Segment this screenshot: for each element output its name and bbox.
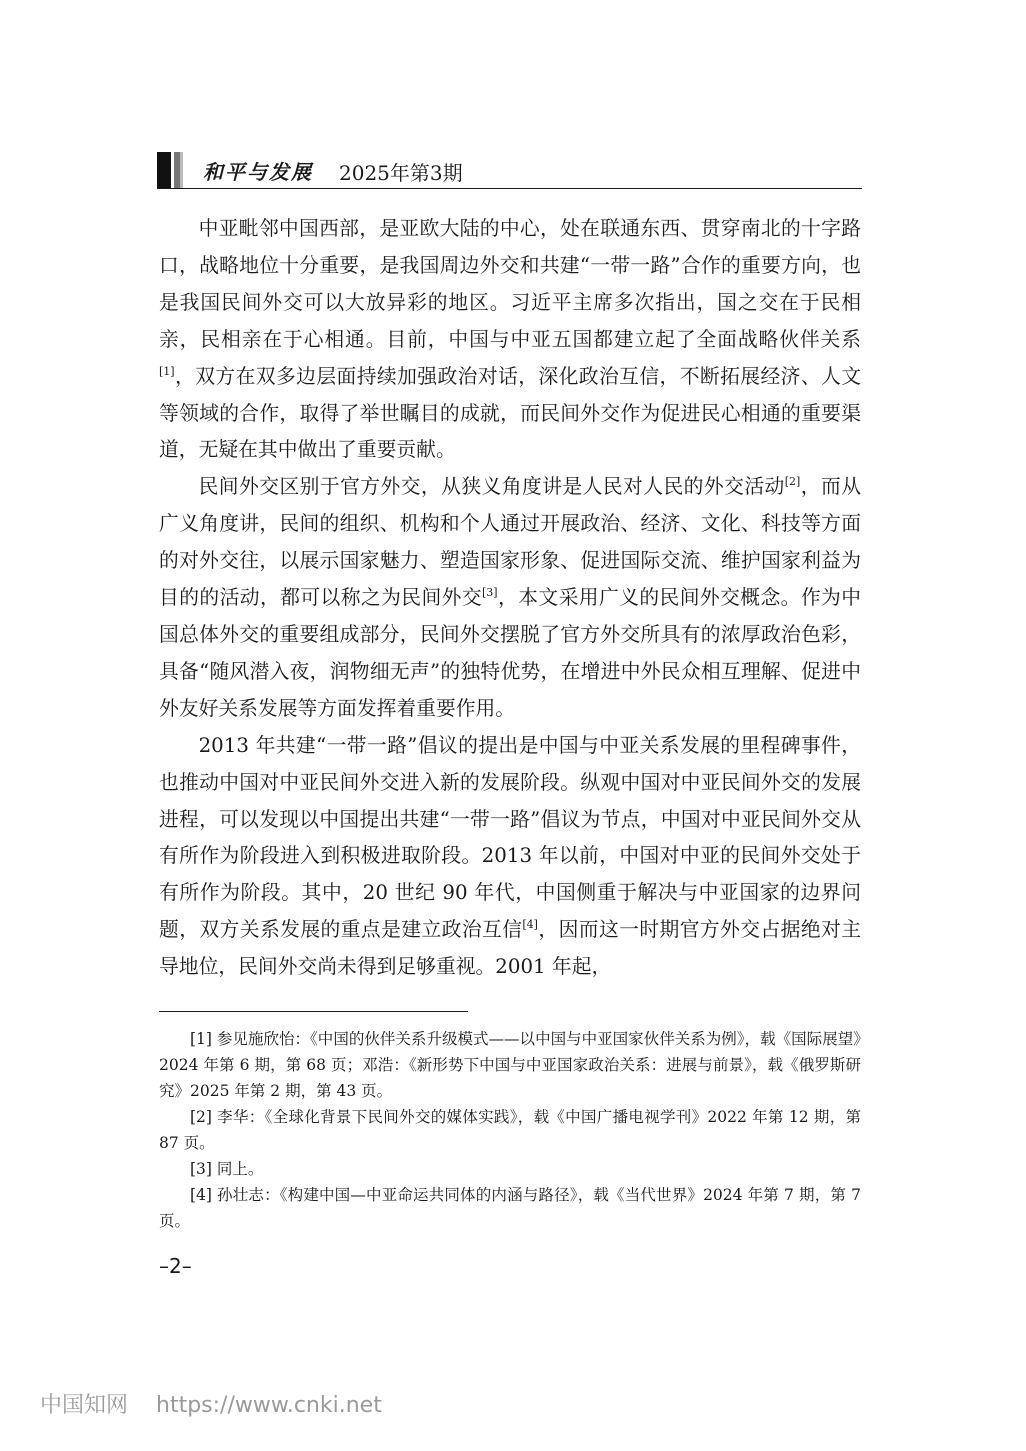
footnote-1: [1] 参见施欣怡：《中国的伙伴关系升级模式——以中国与中亚国家伙伴关系为例》，载《国际展望》2024 年第 6 期，第 68 页；邓浩：《新形势下中国与中亚国家政治关系：进展与前景》，载《俄罗斯研究》2025 年第 2 期，第 43 页。 — [159, 1030, 861, 1100]
footnote-ref-3[interactable]: [3] — [482, 586, 498, 600]
paragraph-2: 民间外交区别于官方外交，从狭义角度讲是人民对人民的外交活动[2]，而从广义角度讲，民间的组织、机构和个人通过开展政治、经济、文化、科技等方面的对外交往，以展示国家魅力、塑造国家形象、促进国际交流、维护国家利益为目的的活动，都可以称之为民间外交[3]，本文采用广义的民间外交概念。作为中国总体外交的重要组成部分，民间外交摆脱了官方外交所具有的浓厚政治色彩，具备“随风潜入夜，润物细无声”的独特优势，在增进中外民众相互理解、促进中外友好关系发展等方面发挥着重要作用。 — [159, 475, 861, 720]
footnote-ref-4[interactable]: [4] — [522, 918, 538, 932]
footnote-4: [4] 孙壮志：《构建中国—中亚命运共同体的内涵与路径》，载《当代世界》2024 年第 7 期，第 7 页。 — [159, 1186, 861, 1230]
watermark-url: https://www.cnki.net — [156, 1393, 382, 1418]
issue-label: 2025年第3期 — [339, 161, 463, 185]
header-decorative-bar — [157, 152, 183, 188]
footnotes — [159, 1026, 861, 1234]
footnote-ref-2[interactable]: [2] — [784, 475, 801, 489]
paragraph-1: 中亚毗邻中国西部，是亚欧大陆的中心，处在联通东西、贯穿南北的十字路口，战略地位十分重要，是我国周边外交和共建“一带一路”合作的重要方向，也是我国民间外交可以大放异彩的地区。习近平主席多次指出，国之交在于民相亲，民相亲在于心相通。目前，中国与中亚五国都建立起了全面战略伙伴关系[1]，双方在双多边层面持续加强政治对话，深化政治互信，不断拓展经济、人文等领域的合作，取得了举世瞩目的成就，而民间外交作为促进民心相通的重要渠道，无疑在其中做出了重要贡献。 — [159, 217, 861, 462]
paragraph-3: 2013 年共建“一带一路”倡议的提出是中国与中亚关系发展的里程碑事件，也推动中国对中亚民间外交进入新的发展阶段。纵观中国对中亚民间外交的发展进程，可以发现以中国提出共建“一带一路”倡议为节点，中国对中亚民间外交从有所作为阶段进入到积极进取阶段。2013 年以前，中国对中亚的民间外交处于有所作为阶段。其中，20 世纪 90 年代，中国侧重于解决与中亚国家的边界问题，双方关系发展的重点是建立政治互信[4]，因而这一时期官方外交占据绝对主导地位，民间外交尚未得到足够重视。2001 年起， — [159, 733, 861, 979]
footnote-2: [2] 李华：《全球化背景下民间外交的媒体实践》，载《中国广播电视学刊》2022 年第 12 期，第 87 页。 — [159, 1108, 861, 1152]
watermark — [40, 1388, 382, 1419]
footnote-ref-1[interactable]: [1] — [159, 364, 175, 378]
running-header — [157, 152, 862, 189]
footnote-separator — [159, 1011, 468, 1012]
page-number: –2– — [159, 1254, 192, 1278]
journal-title: 和平与发展 — [203, 160, 313, 184]
watermark-brand: 中国知网 — [40, 1393, 129, 1418]
body-text — [159, 211, 861, 986]
footnote-3: [3] 同上。 — [190, 1160, 264, 1178]
